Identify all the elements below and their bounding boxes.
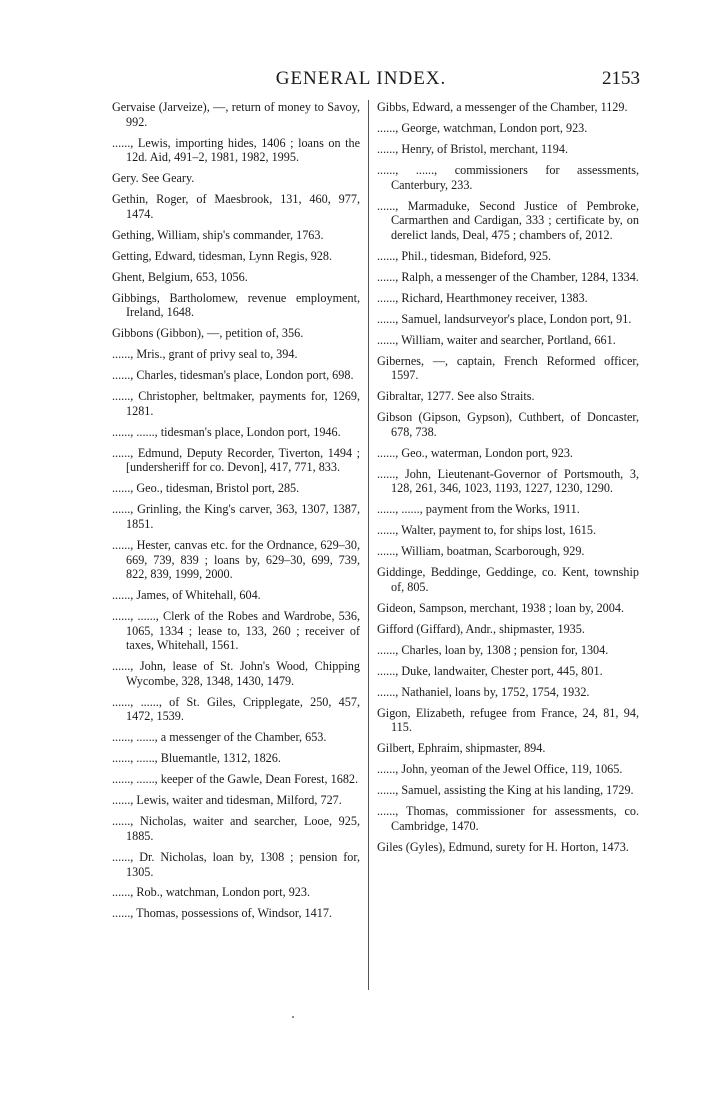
index-entry: ......, John, lease of St. John's Wood, Chipping Wycombe, 328, 1348, 1430, 1479. <box>112 659 360 688</box>
index-entry: Gibbs, Edward, a messenger of the Chamber, 1129. <box>377 100 628 114</box>
index-entry: Gethin, Roger, of Maesbrook, 131, 460, 977, 1474. <box>112 192 360 221</box>
index-entry: ......, ......, a messenger of the Chamber, 653. <box>112 730 327 745</box>
index-entry: Gilbert, Ephraim, shipmaster, 894. <box>377 741 546 756</box>
index-entry: ......, Dr. Nicholas, loan by, 1308 ; pension for, 1305. <box>112 849 360 879</box>
index-entry: ......, ......, tidesman's place, London port, 1946. <box>112 424 341 439</box>
index-entry: ......, William, waiter and searcher, Portland, 661. <box>377 332 616 347</box>
index-column-left <box>112 100 360 927</box>
index-entry: Gifford (Giffard), Andr., shipmaster, 1935. <box>377 621 585 636</box>
index-entry: ......, Mris., grant of privy seal to, 394. <box>112 347 298 362</box>
index-column-right <box>377 100 639 861</box>
index-entry: ......, Ralph, a messenger of the Chamber, 1284, 1334. <box>377 269 639 284</box>
index-entry: Gething, William, ship's commander, 1763. <box>112 227 324 242</box>
index-entry: ......, Nathaniel, loans by, 1752, 1754, 1932. <box>377 684 590 699</box>
index-entry: ......, Samuel, assisting the King at his landing, 1729. <box>377 783 634 798</box>
index-entry: ......, Lewis, importing hides, 1406 ; loans on the 12d. Aid, 491–2, 1981, 1982, 1995. <box>112 135 360 165</box>
index-entry: Gideon, Sampson, merchant, 1938 ; loan by, 2004. <box>377 600 624 615</box>
index-entry: ......, Duke, landwaiter, Chester port, 445, 801. <box>377 663 603 678</box>
index-entry: Giddinge, Beddinge, Geddinge, co. Kent, township of, 805. <box>377 565 639 594</box>
index-entry: ......, Charles, tidesman's place, London port, 698. <box>112 368 354 383</box>
index-entry: Gervaise (Jarveize), —, return of money to Savoy, 992. <box>112 100 360 129</box>
index-entry: ......, Walter, payment to, for ships lost, 1615. <box>377 523 597 538</box>
index-entry: Gibbons (Gibbon), —, petition of, 356. <box>112 326 304 341</box>
index-entry: ......, William, boatman, Scarborough, 929. <box>377 544 585 559</box>
index-entry: ......, Christopher, beltmaker, payments for, 1269, 1281. <box>112 389 360 418</box>
index-entry: ......, Thomas, commissioner for assessments, co. Cambridge, 1470. <box>377 804 639 833</box>
index-entry: Gibson (Gipson, Gypson), Cuthbert, of Doncaster, 678, 738. <box>377 410 639 439</box>
index-entry: Giles (Gyles), Edmund, surety for H. Horton, 1473. <box>377 839 629 854</box>
index-entry: ......, Phil., tidesman, Bideford, 925. <box>377 248 551 263</box>
index-entry: ......, Henry, of Bristol, merchant, 1194. <box>377 141 569 156</box>
index-entry: ......, Nicholas, waiter and searcher, Looe, 925, 1885. <box>112 814 360 843</box>
index-entry: ......, Edmund, Deputy Recorder, Tiverton, 1494 ; [undersheriff for co. Devon], 417, 771, 833. <box>112 445 360 475</box>
index-entry: ......, George, watchman, London port, 923. <box>377 120 588 135</box>
index-entry: ......, ......, Bluemantle, 1312, 1826. <box>112 751 281 766</box>
page-number: 2153 <box>602 68 640 89</box>
index-entry: ......, Samuel, landsurveyor's place, London port, 91. <box>377 311 632 326</box>
index-entry: Gibernes, —, captain, French Reformed officer, 1597. <box>377 353 639 383</box>
index-entry: ......, Marmaduke, Second Justice of Pembroke, Carmarthen and Cardigan, 333 ; certificate by, on derelict lands, Deal, 475 ; chambers of, 2012. <box>377 198 639 242</box>
index-entry: ......, Rob., watchman, London port, 923. <box>112 885 311 900</box>
index-entry: ......, Grinling, the King's carver, 363, 1307, 1387, 1851. <box>112 502 360 531</box>
index-entry: ......, Hester, canvas etc. for the Ordnance, 629–30, 669, 739, 839 ; loans by, 629–30, 699, 739, 822, 839, 1999, 2000. <box>112 537 360 582</box>
page-speck <box>292 1016 294 1018</box>
index-entry: ......, Lewis, waiter and tidesman, Milford, 727. <box>112 793 342 808</box>
column-divider <box>368 100 369 990</box>
index-entry: Gigon, Elizabeth, refugee from France, 24, 81, 94, 115. <box>377 705 639 735</box>
index-entry: ......, James, of Whitehall, 604. <box>112 588 261 603</box>
index-entry: ......, Richard, Hearthmoney receiver, 1383. <box>377 290 588 305</box>
index-entry: ......, Geo., waterman, London port, 923. <box>377 445 573 460</box>
index-entry: Getting, Edward, tidesman, Lynn Regis, 928. <box>112 248 333 263</box>
index-entry: ......, ......, commissioners for assessments, Canterbury, 233. <box>377 162 639 192</box>
index-entry: Gery. See Geary. <box>112 171 195 186</box>
index-entry: Gibbings, Bartholomew, revenue employment, Ireland, 1648. <box>112 290 360 320</box>
index-entry: ......, Charles, loan by, 1308 ; pension for, 1304. <box>377 642 609 657</box>
index-entry: ......, ......, keeper of the Gawle, Dean Forest, 1682. <box>112 772 359 787</box>
index-entry: ......, Geo., tidesman, Bristol port, 285. <box>112 481 300 496</box>
index-entry: ......, ......, of St. Giles, Cripplegate, 250, 457, 1472, 1539. <box>112 694 360 724</box>
index-entry: Ghent, Belgium, 653, 1056. <box>112 269 248 284</box>
index-entry: ......, John, yeoman of the Jewel Office, 119, 1065. <box>377 762 623 777</box>
index-entry: ......, ......, Clerk of the Robes and Wardrobe, 536, 1065, 1334 ; lease to, 133, 260 ; receiver of taxes, Whitehall, 1561. <box>112 609 360 653</box>
index-entry: ......, Thomas, possessions of, Windsor, 1417. <box>112 906 332 921</box>
index-entry: Gibraltar, 1277. See also Straits. <box>377 389 535 404</box>
index-entry: ......, ......, payment from the Works, 1911. <box>377 502 580 517</box>
index-entry: ......, John, Lieutenant-Governor of Portsmouth, 3, 128, 261, 346, 1023, 1193, 1227, 1230, 1290. <box>377 466 639 496</box>
running-title: GENERAL INDEX. <box>275 68 447 89</box>
